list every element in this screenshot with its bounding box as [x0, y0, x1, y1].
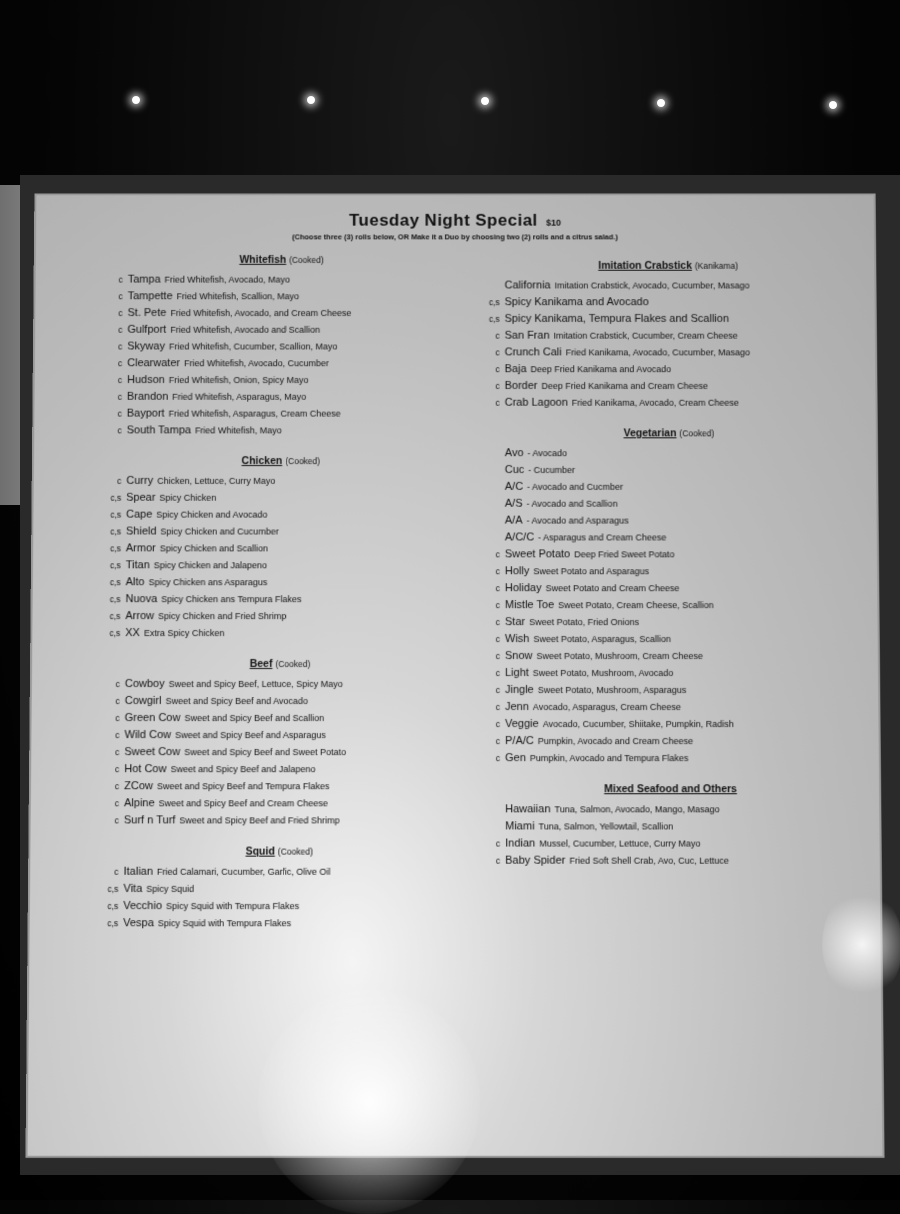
- item-description: Avocado, Asparagus, Cream Cheese: [532, 702, 681, 713]
- item-name: Crunch Cali: [504, 346, 562, 359]
- item-description: Spicy Chicken: [159, 492, 217, 503]
- menu-item: [102, 406, 460, 423]
- item-name: Sweet Cow: [124, 746, 181, 759]
- section-heading: [480, 783, 861, 795]
- item-tag: c: [114, 764, 120, 775]
- item-tag: c: [495, 634, 500, 645]
- item-description: - Cucumber: [528, 465, 576, 475]
- left-column: [98, 250, 460, 948]
- item-tag: c,s: [110, 543, 121, 554]
- item-tag: c: [118, 308, 123, 318]
- item-tag: c: [118, 324, 123, 335]
- item-tag: c: [117, 391, 123, 402]
- item-name: California: [504, 279, 551, 292]
- item-description: Fried Kanikama, Avocado, Cream Cheese: [571, 397, 739, 408]
- menu-item: [100, 693, 460, 710]
- item-tag: c: [115, 678, 120, 689]
- menu-title: Tuesday Night Special: [348, 210, 538, 230]
- item-description: Fried Whitefish, Scallion, Mayo: [176, 291, 300, 302]
- menu-item: [480, 395, 858, 412]
- item-name: Hudson: [127, 374, 165, 386]
- item-tag: c: [117, 358, 123, 369]
- menu-section-squid: [98, 846, 460, 933]
- item-description: Sweet and Spicy Beef and Asparagus: [175, 730, 326, 741]
- menu-item: [480, 311, 857, 328]
- section-heading: [480, 260, 857, 272]
- item-name: Miami: [505, 820, 535, 833]
- item-description: Fried Whitefish, Onion, Spicy Mayo: [168, 375, 309, 385]
- item-description: - Avocado and Scallion: [526, 498, 618, 509]
- section-title: Mixed Seafood and Others: [604, 783, 737, 796]
- item-description: Sweet Potato, Cream Cheese, Scallion: [558, 600, 714, 611]
- item-tag: c: [117, 375, 123, 385]
- menu-item: [99, 795, 460, 812]
- item-name: Hawaiian: [505, 803, 551, 816]
- item-tag: c: [114, 815, 119, 826]
- item-name: Cape: [126, 508, 153, 521]
- menu-item: [480, 597, 860, 614]
- item-name: Spear: [126, 491, 156, 504]
- item-tag: c: [118, 291, 123, 302]
- menu-item: [100, 608, 460, 625]
- section-heading: [100, 658, 460, 670]
- item-tag: c,s: [110, 509, 122, 520]
- item-description: Spicy Chicken and Fried Shrimp: [158, 611, 287, 622]
- item-name: Holly: [504, 565, 530, 578]
- item-description: Fried Whitefish, Avocado, Cucumber: [183, 358, 329, 369]
- section-heading: [102, 455, 460, 467]
- section-title: Chicken: [241, 455, 283, 468]
- menu-item: [480, 631, 860, 648]
- item-name: Cowgirl: [124, 694, 162, 708]
- item-name: Cowboy: [124, 677, 165, 690]
- item-name: Snow: [504, 650, 533, 663]
- item-name: Light: [504, 667, 529, 679]
- item-description: Spicy Squid: [146, 883, 195, 894]
- item-name: Wild Cow: [124, 729, 172, 742]
- menu-item: [480, 328, 857, 345]
- item-name: Baja: [504, 363, 527, 376]
- menu-item: [480, 278, 857, 295]
- item-tag: c: [115, 747, 120, 758]
- item-name: Clearwater: [127, 357, 181, 370]
- item-description: Deep Fried Kanikama and Cream Cheese: [541, 381, 709, 391]
- item-description: - Avocado and Cucmber: [527, 481, 624, 492]
- item-description: Sweet and Spicy Beef and Avocado: [165, 695, 309, 707]
- item-name: Curry: [126, 474, 154, 487]
- item-tag: c: [495, 855, 501, 866]
- menu-section-whitefish: [102, 254, 460, 439]
- item-description: Sweet Potato, Mushroom, Cream Cheese: [536, 651, 704, 662]
- item-tag: c: [117, 475, 122, 486]
- section-note: (Cooked): [275, 659, 311, 670]
- item-name: Crab Lagoon: [504, 396, 568, 409]
- item-tag: c: [495, 736, 501, 747]
- item-name: Skyway: [127, 340, 166, 353]
- menu-item: [480, 580, 859, 597]
- item-description: Spicy Chicken ans Tempura Flakes: [161, 594, 302, 605]
- menu-section-imitation-crabstick: [480, 260, 858, 412]
- item-tag: c,s: [107, 883, 119, 894]
- item-tag: c: [115, 695, 120, 707]
- item-tag: c: [115, 730, 120, 741]
- item-name: Gulfport: [127, 323, 167, 336]
- section-heading: [480, 427, 858, 439]
- menu-item: [100, 625, 460, 642]
- item-description: Fried Soft Shell Crab, Avo, Cuc, Lettuce: [569, 855, 730, 866]
- item-description: Fried Whitefish, Mayo: [194, 425, 282, 436]
- item-description: Sweet Potato, Mushroom, Asparagus: [537, 684, 687, 695]
- menu-item: [101, 540, 460, 557]
- section-title: Beef: [249, 658, 273, 671]
- item-tag: c: [114, 781, 120, 792]
- menu-item: [480, 496, 859, 513]
- item-description: Deep Fried Kanikama and Avocado: [530, 364, 672, 375]
- menu-item: [480, 716, 861, 733]
- item-description: - Asparagus and Cream Cheese: [538, 532, 667, 543]
- menu-item: [480, 750, 861, 767]
- item-name: Armor: [125, 542, 156, 555]
- item-description: Sweet Potato, Fried Onions: [529, 617, 640, 628]
- item-tag: c,s: [109, 560, 121, 571]
- item-name: Border: [504, 380, 538, 392]
- item-description: Sweet and Spicy Beef and Cream Cheese: [158, 798, 328, 809]
- item-description: Fried Whitefish, Avocado, and Cream Cheese: [170, 308, 352, 318]
- menu-item: [101, 557, 460, 574]
- item-tag: c: [495, 381, 500, 391]
- item-name: Jenn: [505, 701, 529, 714]
- menu-section-beef: [99, 658, 460, 829]
- ceiling-light: [307, 96, 315, 104]
- item-name: A/S: [504, 497, 523, 510]
- menu-item: [103, 305, 460, 322]
- item-tag: c: [117, 408, 122, 419]
- item-name: Tampa: [127, 273, 161, 286]
- item-description: Imitation Crabstick, Cucumber, Cream Cheese: [553, 330, 738, 341]
- item-tag: c,s: [109, 611, 121, 622]
- item-description: Sweet Potato, Mushroom, Avocado: [532, 668, 674, 678]
- section-title: Squid: [245, 845, 275, 858]
- item-description: Spicy Squid with Tempura Flakes: [166, 901, 300, 912]
- item-tag: c,s: [107, 918, 119, 929]
- item-description: Fried Whitefish, Avocado and Scallion: [170, 324, 321, 335]
- item-tag: c: [495, 838, 501, 849]
- item-tag: c,s: [109, 594, 121, 605]
- item-description: Fried Kanikama, Avocado, Cucumber, Masago: [565, 347, 750, 358]
- menu-section-vegetarian: [480, 427, 861, 767]
- item-description: Pumpkin, Avocado and Cream Cheese: [537, 736, 694, 747]
- item-tag: c,s: [107, 901, 119, 912]
- item-name: Sweet Potato: [504, 548, 571, 561]
- ceiling-light: [829, 101, 837, 109]
- item-description: Deep Fried Sweet Potato: [574, 549, 675, 560]
- item-description: Spicy Chicken and Cucumber: [160, 526, 279, 537]
- menu-item: [101, 490, 460, 507]
- item-name: Alto: [125, 576, 145, 589]
- item-tag: c: [495, 651, 500, 662]
- item-description: Extra Spicy Chicken: [143, 628, 225, 639]
- item-tag: c,s: [109, 628, 121, 639]
- menu-item: [103, 288, 460, 305]
- menu-subtitle: (Choose three (3) rolls below, OR Make it a Duo by choosing two (2) rolls and a citrus salad.): [292, 232, 618, 242]
- light-glare: [258, 990, 481, 1214]
- section-title: Whitefish: [239, 254, 287, 266]
- menu-item: [480, 835, 862, 852]
- item-tag: c: [495, 668, 501, 678]
- item-name: Shield: [125, 525, 157, 538]
- item-name: Cuc: [504, 464, 525, 476]
- item-name: ZCow: [124, 780, 154, 793]
- menu-item: [101, 473, 460, 490]
- ceiling-light: [481, 97, 489, 105]
- item-description: Spicy Chicken ans Asparagus: [148, 577, 268, 588]
- item-name: Wish: [504, 633, 530, 646]
- menu-item: [100, 676, 460, 693]
- item-name: Tampette: [127, 290, 173, 303]
- section-note: (Cooked): [285, 456, 321, 467]
- item-name: Star: [504, 616, 526, 629]
- item-name: Brandon: [126, 390, 169, 403]
- item-description: Avocado, Cucumber, Shiitake, Pumpkin, Radish: [542, 719, 734, 730]
- menu-item: [480, 853, 862, 870]
- item-description: Fried Whitefish, Avocado, Mayo: [164, 274, 290, 285]
- menu-item: [480, 462, 858, 479]
- item-tag: c: [118, 341, 123, 352]
- right-column: [480, 256, 862, 886]
- ceiling-light: [657, 99, 665, 107]
- item-description: Spicy Squid with Tempura Flakes: [157, 918, 292, 929]
- menu-item: [100, 710, 460, 727]
- item-description: Spicy Chicken and Scallion: [159, 543, 269, 554]
- item-name: Arrow: [125, 610, 155, 623]
- menu-item: [103, 272, 460, 289]
- menu-item: [480, 682, 860, 699]
- menu-item: [101, 524, 460, 541]
- menu-item: [480, 513, 859, 530]
- item-description: Spicy Chicken and Avocado: [156, 509, 268, 520]
- item-name: Vita: [123, 882, 143, 895]
- item-description: Mussel, Cucumber, Lettuce, Curry Mayo: [539, 838, 701, 849]
- menu-item: [99, 727, 460, 744]
- item-description: Fried Calamari, Cucumber, Garlic, Olive Oil: [157, 866, 331, 877]
- menu-price: $10: [546, 217, 562, 228]
- menu-item: [100, 591, 460, 608]
- item-tag: c: [495, 684, 501, 695]
- item-name: Spicy Kanikama, Tempura Flakes and Scallion: [504, 313, 729, 325]
- item-name: San Fran: [504, 329, 550, 342]
- item-description: Pumpkin, Avocado and Tempura Flakes: [529, 753, 689, 764]
- item-description: - Avocado and Asparagus: [526, 515, 629, 526]
- item-tag: c: [114, 798, 120, 809]
- item-description: Fried Whitefish, Cucumber, Scallion, Mayo: [168, 341, 338, 352]
- item-name: Baby Spider: [505, 854, 566, 867]
- menu-item: [103, 322, 460, 339]
- item-tag: c: [495, 753, 501, 764]
- item-tag: c: [495, 702, 501, 713]
- menu-item: [102, 423, 460, 440]
- item-tag: c: [495, 719, 501, 730]
- item-tag: c: [495, 549, 500, 560]
- item-tag: c,s: [488, 297, 500, 308]
- menu-section-mixed-seafood-and-others: [480, 783, 862, 870]
- menu-item: [102, 389, 460, 406]
- menu-item: [480, 818, 861, 835]
- item-description: Sweet and Spicy Beef, Lettuce, Spicy Mayo: [168, 678, 343, 689]
- item-name: A/C: [504, 480, 524, 493]
- menu-item: [480, 361, 858, 378]
- menu-item: [480, 733, 861, 750]
- item-description: Fried Whitefish, Asparagus, Cream Cheese: [168, 408, 341, 419]
- section-heading: [99, 846, 460, 858]
- menu-item: [480, 445, 858, 462]
- item-name: Vespa: [123, 917, 154, 930]
- item-description: Spicy Chicken and Jalapeno: [153, 560, 268, 571]
- item-tag: c: [115, 713, 120, 724]
- item-tag: c: [495, 600, 500, 611]
- menu-item: [99, 744, 460, 761]
- item-tag: c: [495, 347, 500, 358]
- item-tag: c,s: [110, 492, 122, 503]
- section-title: Imitation Crabstick: [598, 259, 692, 272]
- item-name: Green Cow: [124, 712, 181, 725]
- item-tag: c,s: [488, 314, 500, 324]
- item-name: XX: [125, 627, 140, 640]
- section-note: (Cooked): [289, 255, 324, 265]
- menu-item: [98, 915, 460, 932]
- ceiling-light: [132, 96, 140, 104]
- menu-item: [480, 546, 859, 563]
- menu-item: [101, 507, 460, 524]
- menu-item: [101, 574, 460, 591]
- menu-item: [480, 648, 860, 665]
- item-tag: c: [114, 866, 119, 877]
- menu-item: [102, 339, 460, 356]
- item-description: Sweet Potato, Asparagus, Scallion: [533, 634, 671, 645]
- item-tag: c: [495, 330, 500, 341]
- item-tag: c: [495, 583, 500, 594]
- item-name: Veggie: [505, 718, 539, 731]
- menu-item: [480, 563, 859, 580]
- item-name: Vecchio: [123, 900, 163, 913]
- item-tag: c: [117, 425, 122, 436]
- menu-item: [102, 372, 460, 389]
- item-description: Chicken, Lettuce, Curry Mayo: [157, 475, 276, 486]
- item-name: Bayport: [126, 407, 165, 420]
- menu-item: [480, 479, 859, 496]
- item-name: A/A: [504, 514, 523, 527]
- item-name: Indian: [505, 837, 536, 850]
- item-description: Tuna, Salmon, Yellowtail, Scallion: [538, 821, 674, 832]
- item-description: Sweet and Spicy Beef and Jalapeno: [170, 764, 316, 775]
- menu-item: [480, 378, 858, 395]
- item-tag: c,s: [109, 577, 121, 588]
- item-tag: c: [495, 617, 500, 628]
- section-note: (Cooked): [679, 428, 715, 439]
- section-note: (Cooked): [277, 846, 314, 857]
- item-name: Mistle Toe: [504, 599, 555, 612]
- item-name: P/A/C: [505, 735, 534, 748]
- item-name: Titan: [125, 559, 150, 572]
- item-description: Tuna, Salmon, Avocado, Mango, Masago: [554, 804, 720, 815]
- menu-item: [98, 898, 460, 915]
- menu-item: [480, 530, 859, 547]
- menu-item: [480, 614, 860, 631]
- menu-item: [480, 345, 857, 362]
- item-name: Jingle: [505, 683, 534, 696]
- menu-item: [480, 294, 857, 311]
- item-name: Alpine: [124, 797, 155, 810]
- menu-item: [99, 778, 460, 795]
- item-name: Nuova: [125, 593, 158, 606]
- menu-item: [98, 864, 460, 881]
- item-name: Spicy Kanikama and Avocado: [504, 296, 649, 309]
- item-description: Imitation Crabstick, Avocado, Cucumber, Masago: [554, 280, 750, 291]
- item-name: South Tampa: [126, 424, 192, 437]
- item-description: Sweet and Spicy Beef and Fried Shrimp: [179, 815, 340, 826]
- item-tag: c: [495, 566, 500, 577]
- menu-item: [480, 801, 861, 818]
- menu-item: [98, 881, 460, 898]
- item-tag: c,s: [110, 526, 122, 537]
- item-name: Hot Cow: [124, 763, 167, 776]
- item-name: Avo: [504, 447, 524, 460]
- section-note: (Kanikama): [694, 260, 739, 271]
- menu-item: [480, 699, 860, 716]
- item-description: Sweet Potato and Asparagus: [533, 566, 650, 577]
- menu-item: [480, 665, 860, 682]
- item-tag: c: [495, 364, 500, 375]
- menu-item: [102, 355, 460, 372]
- menu-sheet: [25, 193, 884, 1158]
- menu-header: [34, 211, 876, 231]
- item-name: Surf n Turf: [123, 814, 176, 827]
- menu-item: [99, 812, 460, 829]
- item-name: Gen: [505, 752, 526, 765]
- item-description: Sweet and Spicy Beef and Sweet Potato: [184, 747, 347, 758]
- item-description: Sweet and Spicy Beef and Scallion: [184, 713, 325, 724]
- item-description: Sweet and Spicy Beef and Tempura Flakes: [156, 781, 330, 792]
- section-title: Vegetarian: [623, 427, 677, 440]
- item-tag: c: [118, 274, 123, 285]
- item-description: Sweet Potato and Cream Cheese: [545, 583, 680, 594]
- item-name: St. Pete: [127, 307, 167, 319]
- item-name: Italian: [123, 865, 154, 878]
- item-name: Holiday: [504, 582, 542, 595]
- menu-section-chicken: [100, 455, 460, 642]
- section-heading: [103, 254, 460, 266]
- item-tag: c: [495, 397, 500, 408]
- item-description: Fried Whitefish, Asparagus, Mayo: [172, 391, 307, 402]
- item-name: A/C/C: [504, 531, 535, 544]
- item-description: - Avocado: [527, 448, 568, 459]
- menu-item: [99, 761, 460, 778]
